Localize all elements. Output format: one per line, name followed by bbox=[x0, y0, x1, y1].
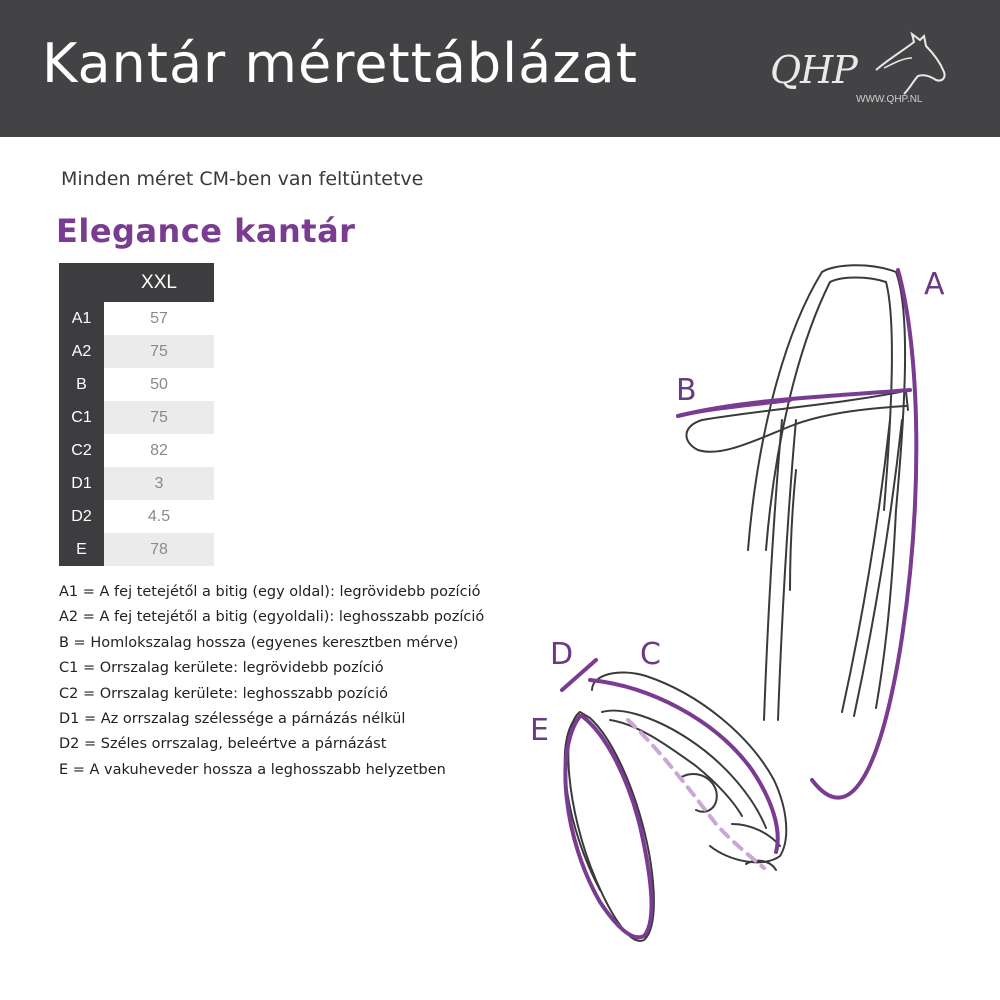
table-corner bbox=[59, 263, 104, 302]
legend-item: D2 = Széles orrszalag, beleértve a párnázást bbox=[59, 736, 387, 753]
row-label: A1 bbox=[59, 302, 104, 335]
page-title: Kantár mérettáblázat bbox=[42, 32, 638, 95]
table-row bbox=[59, 500, 214, 533]
table-row bbox=[59, 467, 214, 500]
row-label: D2 bbox=[59, 500, 104, 533]
legend-item: E = A vakuheveder hossza a leghosszabb helyzetben bbox=[59, 761, 446, 778]
measurement-legend bbox=[59, 580, 484, 783]
row-value: 75 bbox=[104, 335, 214, 368]
row-value: 50 bbox=[104, 368, 214, 401]
table-row bbox=[59, 368, 214, 401]
row-value: 57 bbox=[104, 302, 214, 335]
legend-item: C2 = Orrszalag kerülete: leghosszabb pozíció bbox=[59, 685, 389, 702]
row-value: 3 bbox=[104, 467, 214, 500]
table-row bbox=[59, 302, 214, 335]
row-label: A2 bbox=[59, 335, 104, 368]
label-e: E bbox=[530, 713, 549, 748]
row-value: 4.5 bbox=[104, 500, 214, 533]
qhp-logo bbox=[764, 28, 954, 110]
bridle-illustration bbox=[520, 250, 990, 950]
label-b: B bbox=[676, 373, 697, 408]
row-value: 82 bbox=[104, 434, 214, 467]
table-row bbox=[59, 335, 214, 368]
label-c: C bbox=[640, 637, 661, 672]
row-label: E bbox=[59, 533, 104, 566]
bridle-diagram bbox=[520, 250, 990, 950]
row-label: D1 bbox=[59, 467, 104, 500]
row-value: 78 bbox=[104, 533, 214, 566]
label-a: A bbox=[924, 267, 945, 302]
table-row bbox=[59, 401, 214, 434]
table-row bbox=[59, 533, 214, 566]
table-row bbox=[59, 434, 214, 467]
row-label: C1 bbox=[59, 401, 104, 434]
row-value: 75 bbox=[104, 401, 214, 434]
legend-item: A2 = A fej tetejétől a bitig (egyoldali): leghosszabb pozíció bbox=[59, 609, 485, 626]
row-label: C2 bbox=[59, 434, 104, 467]
units-note: Minden méret CM-ben van feltüntetve bbox=[61, 168, 424, 190]
logo-wordmark: QHP bbox=[770, 48, 857, 92]
label-d: D bbox=[550, 637, 574, 672]
size-table bbox=[59, 263, 214, 566]
legend-item: C1 = Orrszalag kerülete: legrövidebb pozíció bbox=[59, 660, 384, 677]
legend-item: A1 = A fej tetejétől a bitig (egy oldal): legrövidebb pozíció bbox=[59, 584, 481, 600]
product-title: Elegance kantár bbox=[56, 212, 356, 250]
table-header-xxl: XXL bbox=[104, 263, 214, 302]
legend-item: D1 = Az orrszalag szélessége a párnázás nélkül bbox=[59, 711, 406, 728]
legend-item: B = Homlokszalag hossza (egyenes keresztben mérve) bbox=[59, 634, 459, 651]
row-label: B bbox=[59, 368, 104, 401]
header-banner bbox=[0, 0, 1000, 137]
logo-url: WWW.QHP.NL bbox=[856, 94, 923, 105]
